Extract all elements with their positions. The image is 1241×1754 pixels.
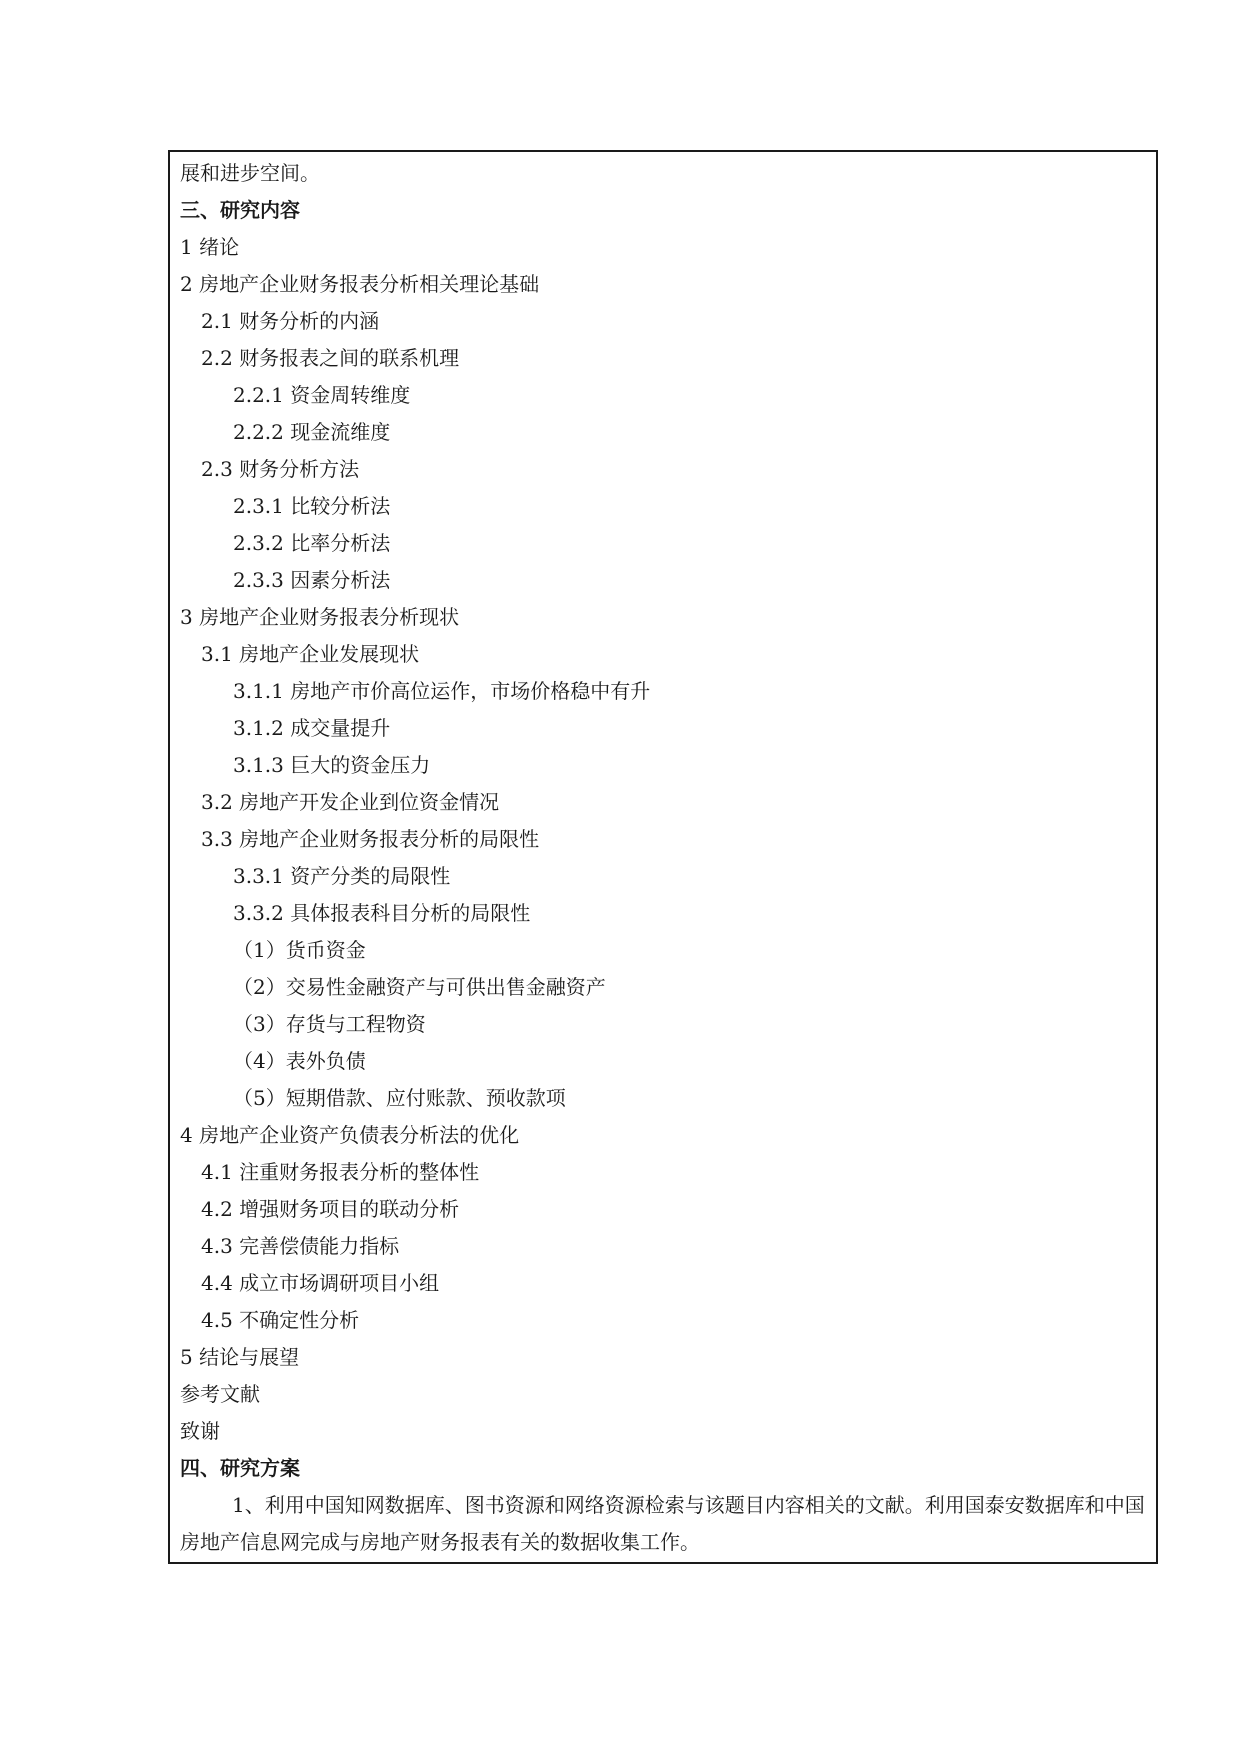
section-heading: 三、研究内容 (180, 198, 300, 222)
outline-item: 2.2.1 资金周转维度 (233, 383, 411, 407)
outline-item: 4.1 注重财务报表分析的整体性 (201, 1160, 480, 1184)
outline-list (180, 155, 1148, 1487)
outline-item: 4.5 不确定性分析 (201, 1308, 360, 1332)
document-body (180, 155, 1148, 1561)
outline-item: （1）货币资金 (233, 938, 366, 962)
outline-item: 3.3 房地产企业财务报表分析的局限性 (201, 827, 540, 851)
outline-item: 4.2 增强财务项目的联动分析 (201, 1197, 460, 1221)
outline-item: 1 绪论 (180, 235, 240, 259)
research-plan-paragraph: 1、利用中国知网数据库、图书资源和网络资源检索与该题目内容相关的文献。利用国泰安数据库和中国房地产信息网完成与房地产财务报表有关的数据收集工作。 (180, 1493, 1145, 1554)
outline-item: 参考文献 (180, 1382, 260, 1406)
outline-item: 2.2.2 现金流维度 (233, 420, 391, 444)
outline-item: 2.3 财务分析方法 (201, 457, 360, 481)
outline-item: 3.1.3 巨大的资金压力 (233, 753, 431, 777)
section-heading: 四、研究方案 (180, 1456, 300, 1480)
outline-item: 5 结论与展望 (180, 1345, 300, 1369)
outline-item: 2.3.3 因素分析法 (233, 568, 391, 592)
outline-item: 致谢 (180, 1419, 220, 1443)
outline-item: 3.3.1 资产分类的局限性 (233, 864, 451, 888)
outline-item: 2.2 财务报表之间的联系机理 (201, 346, 460, 370)
outline-item: 2.3.2 比率分析法 (233, 531, 391, 555)
outline-item: 4.3 完善偿债能力指标 (201, 1234, 400, 1258)
outline-item: 3.1 房地产企业发展现状 (201, 642, 420, 666)
outline-item: 3.1.1 房地产市价高位运作，市场价格稳中有升 (233, 679, 651, 703)
outline-item: （3）存货与工程物资 (233, 1012, 426, 1036)
outline-item: 3.3.2 具体报表科目分析的局限性 (233, 901, 531, 925)
outline-item: 展和进步空间。 (180, 161, 320, 185)
outline-item: 3.1.2 成交量提升 (233, 716, 391, 740)
outline-item: 2 房地产企业财务报表分析相关理论基础 (180, 272, 540, 296)
outline-item: 2.1 财务分析的内涵 (201, 309, 380, 333)
outline-item: 2.3.1 比较分析法 (233, 494, 391, 518)
outline-item: 4 房地产企业资产负债表分析法的优化 (180, 1123, 520, 1147)
outline-item: （5）短期借款、应付账款、预收款项 (233, 1086, 566, 1110)
outline-item: （2）交易性金融资产与可供出售金融资产 (233, 975, 606, 999)
outline-item: 3.2 房地产开发企业到位资金情况 (201, 790, 500, 814)
outline-item: （4）表外负债 (233, 1049, 366, 1073)
outline-item: 3 房地产企业财务报表分析现状 (180, 605, 460, 629)
outline-item: 4.4 成立市场调研项目小组 (201, 1271, 440, 1295)
